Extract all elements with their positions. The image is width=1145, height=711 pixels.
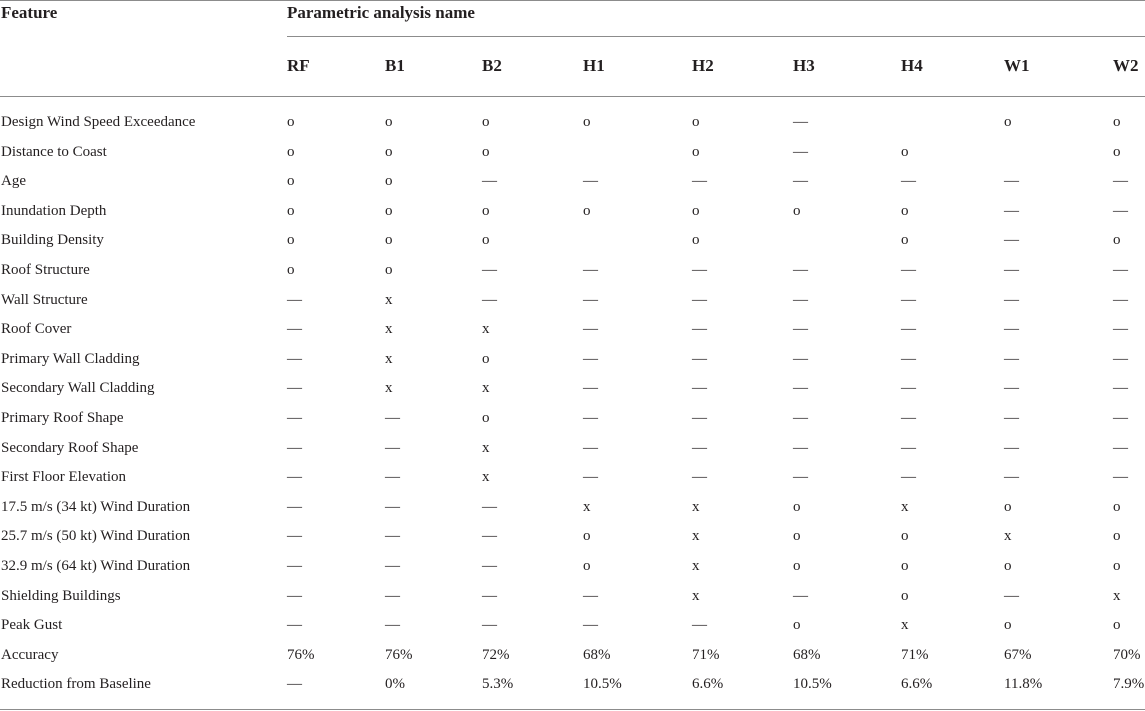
row-feature-label: Age (1, 173, 26, 190)
table-cell: — (1113, 410, 1128, 426)
row-feature-label: Roof Structure (1, 262, 90, 278)
row-feature-label: Peak Gust (1, 617, 63, 634)
table-cell: o (385, 114, 393, 130)
table-cell: x (482, 469, 490, 486)
table-cell: — (692, 350, 707, 367)
table-cell: o (583, 114, 591, 130)
table-cell: — (901, 380, 916, 397)
table-top-rule (0, 0, 1145, 1)
row-feature-label: Secondary Roof Shape (1, 439, 139, 456)
table-cell: x (901, 498, 909, 515)
table-cell: — (793, 114, 808, 130)
row-feature-label: Wall Structure (1, 291, 88, 308)
table-cell: o (793, 558, 801, 574)
table-cell: — (1004, 291, 1019, 308)
table-cell: o (385, 232, 393, 249)
table-cell: o (482, 114, 490, 130)
table-cell: — (583, 439, 598, 456)
table-cell: 0% (385, 676, 405, 693)
table-cell: o (482, 143, 490, 160)
table-cell: — (793, 173, 808, 190)
header-bottom-rule (0, 96, 1145, 97)
table-cell: — (1004, 173, 1019, 190)
table-cell: — (793, 410, 808, 426)
table-cell: — (287, 321, 302, 338)
table-cell: o (793, 528, 801, 545)
row-feature-label: Design Wind Speed Exceedance (1, 114, 196, 130)
table-cell: — (583, 291, 598, 308)
table-cell: — (482, 617, 497, 634)
table-cell: x (385, 291, 393, 308)
table-cell: x (1113, 587, 1121, 604)
row-feature-label: 25.7 m/s (50 kt) Wind Duration (1, 528, 191, 545)
table-cell: o (901, 232, 909, 249)
table-cell: o (1113, 558, 1121, 574)
row-feature-label: 17.5 m/s (34 kt) Wind Duration (1, 498, 191, 515)
table-cell: x (385, 350, 393, 367)
table-cell: — (385, 587, 400, 604)
table-cell: — (583, 321, 598, 338)
table-cell: 76% (385, 646, 413, 663)
table-cell: o (1113, 114, 1121, 130)
row-feature-label: Accuracy (1, 646, 59, 663)
column-header-h2: H2 (692, 56, 714, 75)
column-header-h3: H3 (793, 56, 815, 75)
table-cell: o (1113, 528, 1121, 545)
table-cell: — (793, 350, 808, 367)
table-cell: — (482, 173, 497, 190)
table-cell: o (692, 202, 700, 219)
table-cell: — (793, 380, 808, 397)
table-cell: o (1113, 498, 1121, 515)
table-cell: x (385, 380, 393, 397)
table-cell: — (385, 469, 400, 486)
table-cell: — (1004, 202, 1019, 219)
table-cell: — (1113, 202, 1128, 219)
row-feature-label: Inundation Depth (1, 202, 107, 219)
column-header-rf: RF (287, 56, 310, 75)
table-cell: — (287, 439, 302, 456)
table-cell: o (1113, 232, 1121, 249)
table-cell: — (793, 291, 808, 308)
table-cell: 67% (1004, 646, 1032, 663)
table-cell: o (385, 202, 393, 219)
row-feature-label: 32.9 m/s (64 kt) Wind Duration (1, 558, 191, 574)
table-cell: x (385, 321, 393, 338)
table-cell: x (692, 528, 700, 545)
table-cell: x (692, 558, 700, 574)
table-cell: — (385, 498, 400, 515)
table-cell: o (287, 143, 295, 160)
table-cell: — (692, 380, 707, 397)
table-cell: o (583, 202, 591, 219)
table-cell: — (287, 469, 302, 486)
table-cell: o (1004, 114, 1012, 130)
table-cell: — (901, 439, 916, 456)
group-header-rule (287, 36, 1145, 37)
table-cell: o (482, 202, 490, 219)
row-feature-label: Building Density (1, 232, 104, 249)
table-cell: o (482, 232, 490, 249)
table-cell: — (287, 528, 302, 545)
table-cell: — (482, 291, 497, 308)
table-cell: x (692, 587, 700, 604)
table-cell: o (692, 114, 700, 130)
table-cell: o (692, 232, 700, 249)
table-cell: o (901, 143, 909, 160)
table-cell: — (583, 617, 598, 634)
table-cell: x (583, 498, 591, 515)
table-cell: 71% (692, 646, 720, 663)
row-feature-label: Reduction from Baseline (1, 676, 151, 693)
table-cell: — (287, 498, 302, 515)
table-cell: o (901, 528, 909, 545)
table-cell: — (287, 558, 302, 574)
table-cell: o (287, 202, 295, 219)
table-cell: o (1004, 558, 1012, 574)
table-cell: o (793, 498, 801, 515)
table-cell: x (482, 321, 490, 338)
table-cell: — (1004, 232, 1019, 249)
table-cell: — (1004, 469, 1019, 486)
table-cell: — (793, 321, 808, 338)
table-cell: — (793, 587, 808, 604)
table-cell: — (287, 410, 302, 426)
table-cell: o (793, 202, 801, 219)
table-cell: — (482, 587, 497, 604)
table-cell: — (287, 380, 302, 397)
table-cell: — (692, 262, 707, 278)
table-cell: — (482, 498, 497, 515)
table-cell: o (1113, 617, 1121, 634)
table-cell: — (385, 439, 400, 456)
table-cell: o (287, 114, 295, 130)
table-cell: 72% (482, 646, 510, 663)
table-cell: o (1004, 617, 1012, 634)
table-cell: o (287, 262, 295, 278)
table-cell: — (287, 676, 302, 693)
table-cell: — (793, 262, 808, 278)
row-feature-label: Shielding Buildings (1, 587, 121, 604)
table-cell: 6.6% (692, 676, 724, 693)
table-cell: o (901, 202, 909, 219)
table-cell: — (1113, 439, 1128, 456)
table-cell: x (482, 439, 490, 456)
table-cell: — (692, 617, 707, 634)
table-cell: 5.3% (482, 676, 514, 693)
table-cell: — (1113, 350, 1128, 367)
table-cell: — (1004, 262, 1019, 278)
table-cell: — (692, 173, 707, 190)
table-cell: — (1004, 587, 1019, 604)
table-cell: x (1004, 528, 1012, 545)
table-cell: — (793, 469, 808, 486)
table-cell: — (1113, 291, 1128, 308)
table-cell: — (1113, 262, 1128, 278)
table-cell: o (1113, 143, 1121, 160)
table-cell: — (1004, 350, 1019, 367)
table-cell: — (287, 587, 302, 604)
row-feature-label: Roof Cover (1, 321, 72, 338)
table-cell: x (692, 498, 700, 515)
table-cell: — (385, 558, 400, 574)
table-cell: 68% (793, 646, 821, 663)
table-cell: o (583, 528, 591, 545)
feature-header: Feature (1, 3, 58, 22)
table-cell: — (901, 173, 916, 190)
column-header-w2: W2 (1113, 56, 1139, 75)
column-header-h4: H4 (901, 56, 923, 75)
row-feature-label: Primary Roof Shape (1, 410, 124, 426)
table-cell: — (901, 321, 916, 338)
table-cell: — (901, 410, 916, 426)
row-feature-label: First Floor Elevation (1, 469, 126, 486)
table-cell: — (1004, 410, 1019, 426)
group-header: Parametric analysis name (287, 3, 475, 22)
table-cell: — (583, 469, 598, 486)
table-cell: — (287, 617, 302, 634)
table-cell: o (385, 262, 393, 278)
table-cell: — (692, 439, 707, 456)
table-cell: — (793, 439, 808, 456)
table-cell: — (1113, 469, 1128, 486)
row-feature-label: Distance to Coast (1, 143, 107, 160)
table-cell: — (287, 291, 302, 308)
table-cell: — (385, 410, 400, 426)
column-header-w1: W1 (1004, 56, 1030, 75)
table-cell: x (901, 617, 909, 634)
table-cell: — (583, 410, 598, 426)
table-cell: o (793, 617, 801, 634)
table-cell: 71% (901, 646, 929, 663)
table-cell: — (583, 262, 598, 278)
row-feature-label: Secondary Wall Cladding (1, 380, 155, 397)
table-cell: — (901, 291, 916, 308)
table-cell: — (692, 469, 707, 486)
table-cell: — (901, 469, 916, 486)
table-cell: 6.6% (901, 676, 933, 693)
table-cell: — (1004, 321, 1019, 338)
table-cell: o (385, 173, 393, 190)
table-cell: — (901, 262, 916, 278)
table-cell: o (1004, 498, 1012, 515)
table-cell: 10.5% (583, 676, 622, 693)
table-cell: — (692, 291, 707, 308)
table-cell: — (287, 350, 302, 367)
table-cell: — (692, 321, 707, 338)
table-cell: o (287, 232, 295, 249)
table-cell: — (482, 262, 497, 278)
row-feature-label: Primary Wall Cladding (1, 350, 140, 367)
table-cell: — (1113, 321, 1128, 338)
table-cell: — (583, 173, 598, 190)
table-cell: o (901, 558, 909, 574)
table-cell: — (1004, 439, 1019, 456)
table-cell: 7.9% (1113, 676, 1145, 693)
table-cell: o (287, 173, 295, 190)
table-cell: 11.8% (1004, 676, 1043, 693)
table-cell: — (482, 558, 497, 574)
table-cell: 76% (287, 646, 315, 663)
table-cell: 70% (1113, 646, 1141, 663)
table-cell: — (692, 410, 707, 426)
table-bottom-rule (0, 709, 1145, 710)
table-cell: x (482, 380, 490, 397)
table-cell: — (1113, 173, 1128, 190)
column-header-b2: B2 (482, 56, 502, 75)
table-cell: — (583, 587, 598, 604)
table-cell: 10.5% (793, 676, 832, 693)
table-cell: — (583, 380, 598, 397)
table-cell: o (482, 410, 490, 426)
table-cell: o (901, 587, 909, 604)
column-header-b1: B1 (385, 56, 405, 75)
table-cell: — (583, 350, 598, 367)
table-cell: o (692, 143, 700, 160)
table-cell: — (385, 528, 400, 545)
table-cell: o (583, 558, 591, 574)
table-cell: — (1113, 380, 1128, 397)
table-cell: — (482, 528, 497, 545)
column-header-h1: H1 (583, 56, 605, 75)
table-cell: — (1004, 380, 1019, 397)
table-cell: — (901, 350, 916, 367)
table-cell: o (385, 143, 393, 160)
table-cell: — (793, 143, 808, 160)
table-cell: — (385, 617, 400, 634)
table-cell: o (482, 350, 490, 367)
table-cell: 68% (583, 646, 611, 663)
